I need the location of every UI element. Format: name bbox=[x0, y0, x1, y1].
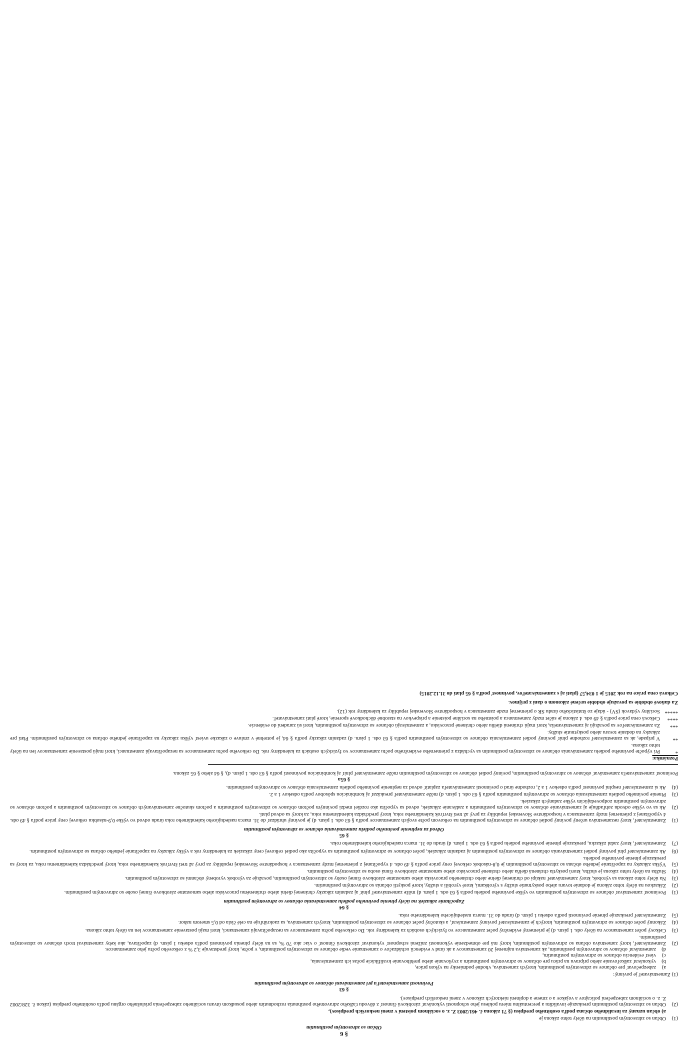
paragraph-number: (4) bbox=[671, 867, 678, 874]
s65a-title: § 65a bbox=[337, 775, 351, 782]
paragraph-text: Celkový počet zamestnancov na účely ods. 1 písm. d) je priemerný evidenčný počet zamestnancov vo fyzických osobách za kalendárny rok. Do celkového počtu zamestnancov sa nezapočítavajú zamestnanci, ktorí majú postavenie zamestnancov len na účely tohto zákona. bbox=[85, 926, 666, 933]
paragraph-text: Občan so zdravotným postihnutím na účely tohto zákona je bbox=[538, 1014, 666, 1021]
paragraph-number: (2) bbox=[671, 939, 678, 946]
paragraph-number: (2) bbox=[671, 804, 678, 810]
note-text: Za zamestnávateľov sa považujú aj zamestnávatelia, ktorí majú chránenú dielňu alebo chránené pracovisko, a zamestnávajú občanov so zdravotným postihnutím, ktorí sú zaradení do evidencie. bbox=[247, 721, 660, 728]
paragraph bbox=[10, 791, 678, 797]
s65-subtitle: Odvod za neplnenie povinného podielu zamestnávania občanov so zdravotným postihnutím bbox=[244, 826, 444, 833]
list-text: zamestnávať občanov so zdravotným postihnutím, ak zamestnáva najmenej 20 zamestnancov a ak úrad v evidencii uchádzačov o zamestnanie vedie občanov so zdravotným postihnutím, v počte, ktorý predstavuje 3,2 % z celkového počtu jeho zamestnancov. bbox=[104, 945, 656, 952]
paragraph bbox=[10, 840, 678, 846]
paragraph-number: (2) bbox=[671, 882, 678, 889]
paragraph-number: (7) bbox=[671, 840, 678, 847]
note-text: Pri výpočte povinného podielu zamestnávania občanov so zdravotným postihnutím sa vychádza z priemerného evidenčného počtu zamestnancov vo fyzických osobách za kalendárny rok. Do celkového počtu zamestnancov sa nezapočítavajú zamestnanci, ktorí majú postavenie zamestnancov len na účely tohto zákona. bbox=[10, 742, 660, 755]
note-text: Sociálny výdavok (SV) - údaje zo štatistického úradu SR o priemernej mzde zamestnanca v hospodárstve Slovenskej republiky za kalendárny rok (12). bbox=[336, 707, 660, 714]
paragraph-number: (5) bbox=[671, 860, 678, 867]
paragraph-number bbox=[666, 1008, 678, 1014]
s63-title: § 63 bbox=[339, 986, 349, 993]
paragraph bbox=[10, 855, 678, 867]
list-letter: b) bbox=[661, 958, 666, 965]
list-letter: c) bbox=[661, 951, 666, 958]
paragraph-text: Plnenie povinného podielu zamestnávania občanov so zdravotným postihnutím podľa § 63 ods. 1 písm. d) môže zamestnávateľ preukázať aj kombináciou spôsobov podľa odsekov 1 a 2. bbox=[268, 790, 666, 797]
paragraph-text: Zamestnávateľ preukazuje plnenie povinnosti podľa odseku 1 písm. d) úradu do 31. marca nasledujúceho kalendárneho roka. bbox=[398, 912, 666, 919]
paragraph-number: (1) bbox=[671, 817, 678, 824]
s65-title: § 65 bbox=[339, 832, 349, 839]
s63-list bbox=[10, 946, 678, 970]
paragraph bbox=[10, 1008, 678, 1014]
paragraph-number: (3) bbox=[671, 790, 678, 797]
note-marker: ** bbox=[672, 735, 678, 742]
note-item bbox=[10, 722, 678, 728]
note-item bbox=[10, 729, 678, 741]
paragraph-number: (2) bbox=[671, 1000, 678, 1007]
paragraph-number: (6) bbox=[671, 847, 678, 854]
paragraph bbox=[10, 889, 678, 895]
paragraph-text: Ak sa vo výške odvodu zohľadňuje aj zamestnávanie občanov so zdravotným postihnutím a zadávanie zákaziek, odvod sa vypočíta ako rozdiel medzi povinným počtom občanov so zdravotným postihnutím a počtom skutočne zamestnávaných občanov so zdravotným postihnutím a počtom občanov so zdravotným postihnutím zodpovedajúcim výške zadaných zákaziek. bbox=[10, 797, 666, 810]
paragraph-text: Ak si zamestnávateľ nesplní povinnosť podľa odsekov 1 a 2, rozhodne úrad o povinnosti zamestnávateľa zaplatiť odvod za neplnenie povinného podielu zamestnávania občanov so zdravotným postihnutím. bbox=[226, 783, 666, 790]
notes-divider bbox=[208, 764, 678, 765]
paragraph bbox=[10, 868, 678, 874]
s65a-text: Povinnosť zamestnávateľa zamestnávať občanov so zdravotným postihnutím, povinný podiel občanov so zdravotným postihnutím môže zamestnávateľ plniť aj kombináciou povinností podľa § 63 ods. 1 písm. d), § 64 alebo § 65 zákona. bbox=[172, 769, 678, 776]
paragraph-text: Služba na účely tohto zákona je služba, ktorú poskytla chránená dielňa alebo chránené pracovisko alebo samostatne zárobkovo činná osoba so zdravotným postihnutím. bbox=[306, 867, 666, 874]
paragraph bbox=[10, 784, 678, 790]
note-marker: ***** bbox=[664, 707, 678, 714]
s64-paragraphs bbox=[10, 840, 678, 895]
note-item bbox=[10, 742, 678, 754]
footer-line: Za daňové obdobie sa považuje obdobie určené zákonom o dani z príjmov. bbox=[508, 698, 678, 705]
paragraph-number: (5) bbox=[671, 912, 678, 919]
paragraph bbox=[10, 798, 678, 810]
paragraph-number: (1) bbox=[671, 1014, 678, 1021]
paragraph-text: Zákazkou na účely tohto zákona je dodanie tovaru alebo poskytnutie služby s výrobkami, ktoré vyrobili a služby, ktoré poskytli občania so zdravotným postihnutím. bbox=[314, 882, 666, 889]
paragraph bbox=[10, 847, 678, 853]
paragraph bbox=[10, 919, 678, 925]
paragraph bbox=[10, 1015, 678, 1021]
paragraph-text: Povinnosť zamestnávať občanov so zdravotným postihnutím vo výške povinného podielu podľa § 63 ods. 1 písm. d) môže zamestnávateľ plniť aj zadaním zákazky chránenej dielni alebo chránenému pracovisku alebo samostatne zárobkovo činnej osobe so zdravotným postihnutím. bbox=[64, 889, 666, 896]
note-marker: * bbox=[675, 748, 678, 755]
paragraph bbox=[10, 875, 678, 881]
section-title: § 6 bbox=[340, 1030, 348, 1037]
list-text: vykonávať zaškoľovanie alebo prípravu na prácu pre občanov so zdravotným postihnutím a zvyšovanie alebo prehlbovanie kvalifikácie počas ich zamestnávania, bbox=[310, 958, 656, 965]
paragraph bbox=[10, 912, 678, 918]
note-text: V prípade, ak sa zamestnávateľ rozhodne plniť povinný podiel zamestnávania občanov so zdravotným postihnutím podľa § 63 ods. 1 písm. d) zadaním zákazky podľa § 64, je potrebné v zmluve o zákazke uviesť výšku zákazky na započítanie jedného občana so zdravotným postihnutím. Platí pre zákazky na dodanie tovaru alebo poskytnutie služby. bbox=[10, 729, 660, 742]
s65-paragraphs bbox=[10, 784, 678, 824]
paragraph bbox=[10, 934, 678, 946]
list-item bbox=[10, 946, 666, 952]
paragraph-text: Zamestnávateľ, ktorý nezamestnáva určený povinný podiel občanov so zdravotným postihnutím na celkovom počte svojich zamestnancov podľa § 63 ods. 1 písm. d) je povinný uhrádzať do 31. marca nasledujúceho kalendárneho roka úradu odvod vo výške 0,9-násobku celkovej ceny práce podľa § 49 ods. 4 vypočítanej z priemernej mzdy zamestnanca v hospodárstve Slovenskej republiky za prvý až tretí štvrťrok kalendárneho roka, ktorý predchádza kalendárnemu roku, za ktorý sa odvod platí. bbox=[10, 811, 666, 824]
note-marker: **** bbox=[667, 714, 678, 721]
paragraph-number: (3) bbox=[671, 926, 678, 933]
list-letter: a) bbox=[661, 964, 666, 971]
notes-heading: Poznámka: bbox=[652, 755, 678, 762]
paragraph-text: Ak zamestnávateľ plní povinný podiel zamestnávania občanov so zdravotným postihnutím aj zadaním zákaziek, počet občanov so zdravotným postihnutím sa vypočíta ako podiel celkovej ceny zákaziek za kalendárny rok a výšky zákazky na započítanie jedného občana so zdravotným postihnutím. bbox=[29, 847, 666, 854]
paragraph-text: Zákonný počet občanov so zdravotným postihnutím, ktorých je zamestnávateľ povinný zamestnávať, a skutočný počet občanov so zdravotným postihnutím, ktorých zamestnáva, sa zaokrúhľuje na celé čísla od 0,5 smerom nahor. bbox=[178, 919, 666, 926]
s64-title: § 64 bbox=[339, 904, 349, 911]
paragraph-number: (4) bbox=[671, 919, 678, 926]
paragraph bbox=[10, 994, 678, 1006]
list-text: zabezpečovať pre občanov so zdravotným postihnutím, ktorých zamestnáva, vhodné podmienky na výkon práce, bbox=[414, 964, 656, 971]
list-item bbox=[10, 952, 666, 958]
s64-subtitle: Započítanie zákaziek na účely plnenia povinného podielu zamestnávania občanov so zdravotným postihnutím bbox=[223, 898, 465, 905]
note-text: Celková cena práce podľa § 49 ods. 4 zákona je súčet mzdy zamestnanca a poistného na sociálne poistenie a príspevkov na starobné dôchodkové sporenie, ktoré platí zamestnávateľ. bbox=[272, 714, 660, 721]
s63-paragraphs bbox=[10, 912, 678, 945]
note-item bbox=[10, 715, 678, 721]
paragraph-text: a) občan uznaný za invalidného občana podľa osobitného predpisu (§ 71 zákona č. 461/2003 Z. z. o sociálnom poistení v znení neskorších predpisov), bbox=[328, 1007, 666, 1014]
note-item bbox=[10, 708, 678, 714]
paragraph-text: Zamestnávateľ, ktorý zadal zákazku, preukazuje plnenie povinného podielu podľa § 63 ods. 1 písm. d) úradu do 31. marca nasledujúceho kalendárneho roka. bbox=[330, 840, 666, 847]
list-letter: d) bbox=[661, 945, 666, 952]
s63-subtitle: Povinnosti zamestnávateľa pri zamestnávaní občanov so zdravotným postihnutím bbox=[254, 980, 434, 987]
paragraph-number: (4) bbox=[671, 783, 678, 790]
paragraph-text: Občan so zdravotným postihnutím preukazuje invaliditu a percentuálnu mieru poklesu jeho schopnosti vykonávať zárobkovú činnosť z dôvodu ťažkého zdravotného postihnutia rozhodnutím alebo posudkom útvaru sociálneho zabezpečenia príslušného orgánu podľa osobitného predpisu (zákon č. 328/2002 Z. z. o sociálnom zabezpečení policajtov a vojakov a o zmene a doplnení niektorých zákonov v znení neskorších predpisov). bbox=[10, 994, 666, 1007]
s6-body bbox=[10, 994, 678, 1020]
paragraph bbox=[10, 927, 678, 933]
paragraph bbox=[10, 882, 678, 888]
paragraph-number: (3) bbox=[671, 874, 678, 881]
list-item bbox=[10, 964, 666, 970]
note-marker: *** bbox=[669, 721, 678, 728]
s63-intro: (1) Zamestnávateľ je povinný: bbox=[613, 971, 678, 978]
list-text: viesť evidenciu občanov so zdravotným postihnutím, bbox=[542, 951, 656, 958]
paragraph-text: Výška zákazky na započítanie jedného občana so zdravotným postihnutím je 0,8-násobok celkovej ceny práce podľa § 49 ods. 4 vypočítanej z priemernej mzdy zamestnanca v hospodárstve Slovenskej republiky za prvý až tretí štvrťrok kalendárneho roka, ktorý predchádza kalendárnemu roku, za ktorý sa preukazuje plnenie povinného podielu. bbox=[10, 854, 666, 867]
notes-list bbox=[10, 708, 678, 755]
list-item bbox=[10, 958, 666, 964]
paragraph-number: (1) bbox=[671, 889, 678, 896]
paragraph-text: Na účely tohto zákona sa výrobok, ktorý zamestnávateľ nakúpi od chránenej dielne alebo chráneného pracoviska alebo samostatne zárobkovo činnej osoby so zdravotným postihnutím, považuje za výrobok vyrobený občanmi so zdravotným postihnutím. bbox=[124, 874, 666, 881]
footer-line: Celková cena práce na rok 2015 je 1 034,57 (platí aj s zamestnávateľov, povinnosť podľa § 65 platí do 31.12.2015) bbox=[419, 689, 678, 696]
paragraph-text: Zamestnávateľ, ktorý zamestnáva občana so zdravotným postihnutím, ktorý má pre obmedzenie výkonnosti zníženú schopnosť vykonávať zárobkovú činnosť o viac ako 70 %, sa na účely plnenia povinnosti podľa odseku 1 písm. d) započítava, ako keby zamestnával troch občanov so zdravotným postihnutím. bbox=[10, 933, 666, 946]
section-subtitle: Občan so zdravotným postihnutím bbox=[306, 1023, 382, 1030]
paragraph bbox=[10, 811, 678, 823]
